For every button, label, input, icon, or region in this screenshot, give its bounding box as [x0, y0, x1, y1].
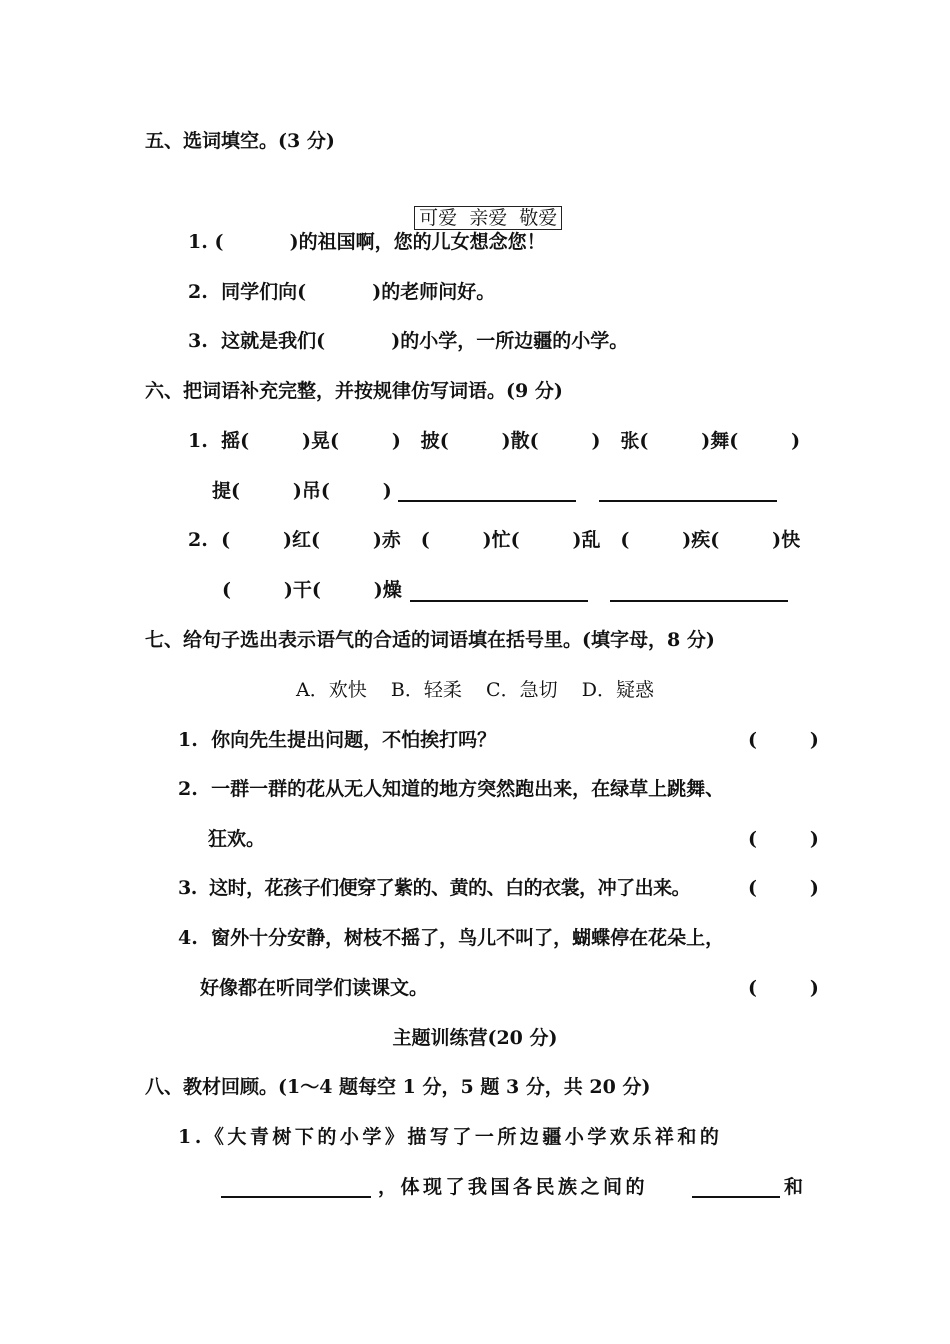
answer-blank[interactable] — [398, 480, 576, 502]
section7-q2: 2. 一群一群的花从无人知道的地方突然跑出来，在绿草上跳舞、 — [178, 778, 725, 800]
answer-blank[interactable] — [610, 580, 788, 602]
section7-q1: 1. 你向先生提出问题，不怕挨打吗？ — [178, 729, 497, 751]
section5-item-3: 3. 这就是我们( )的小学，一所边疆的小学。 — [188, 330, 629, 352]
section8-q1-cont: ，体现了我国各民族之间的 — [378, 1176, 649, 1198]
section7-q3: 3. 这时，花孩子们便穿了紫的、黄的、白的衣裳，冲了出来。 — [178, 877, 691, 899]
section5-item-2: 2. 同学们向( )的老师问好。 — [188, 281, 496, 303]
section6-row-1: 1. 摇( )晃( ) 披( )散( ) 张( )舞( ) — [188, 430, 801, 452]
word-box: 可爱 亲爱 敬爱 — [414, 206, 562, 230]
section6-row-3: 2. ( )红( )赤 ( )忙( )乱 ( )疾( )快 — [188, 529, 801, 551]
section7-options: A．欢快 B．轻柔 C．急切 D．疑惑 — [296, 679, 654, 701]
section6-row-4: ( )干( )燥 — [222, 579, 402, 601]
section8-q1-and: 和 — [784, 1176, 804, 1198]
section8-q1: 1.《大青树下的小学》描写了一所边疆小学欢乐祥和的 — [178, 1126, 723, 1148]
answer-paren[interactable]: ( ) — [748, 729, 819, 751]
section7-title: 七、给句子选出表示语气的合适的词语填在括号里。(填字母，8 分) — [145, 629, 715, 651]
theme-title: 主题训练营(20 分) — [392, 1027, 558, 1049]
section8-title: 八、教材回顾。(1～4 题每空 1 分，5 题 3 分，共 20 分) — [145, 1076, 651, 1098]
section6-row-2: 提( )吊( ) — [212, 480, 392, 502]
answer-paren[interactable]: ( ) — [748, 828, 819, 850]
section5-title: 五、选词填空。(3 分) — [145, 130, 335, 152]
section6-title: 六、把词语补充完整，并按规律仿写词语。(9 分) — [145, 380, 563, 402]
answer-paren[interactable]: ( ) — [748, 977, 819, 999]
answer-blank[interactable] — [221, 1176, 371, 1198]
section7-q4: 4. 窗外十分安静，树枝不摇了，鸟儿不叫了，蝴蝶停在花朵上， — [178, 927, 725, 949]
section5-item-1: 1. ( )的祖国啊，您的儿女想念您！ — [188, 231, 546, 253]
answer-blank[interactable] — [692, 1176, 780, 1198]
section7-q4-cont: 好像都在听同学们读课文。 — [200, 977, 429, 999]
section7-q2-cont: 狂欢。 — [208, 828, 266, 850]
answer-blank[interactable] — [599, 480, 777, 502]
answer-paren[interactable]: ( ) — [748, 877, 819, 899]
answer-blank[interactable] — [410, 580, 588, 602]
